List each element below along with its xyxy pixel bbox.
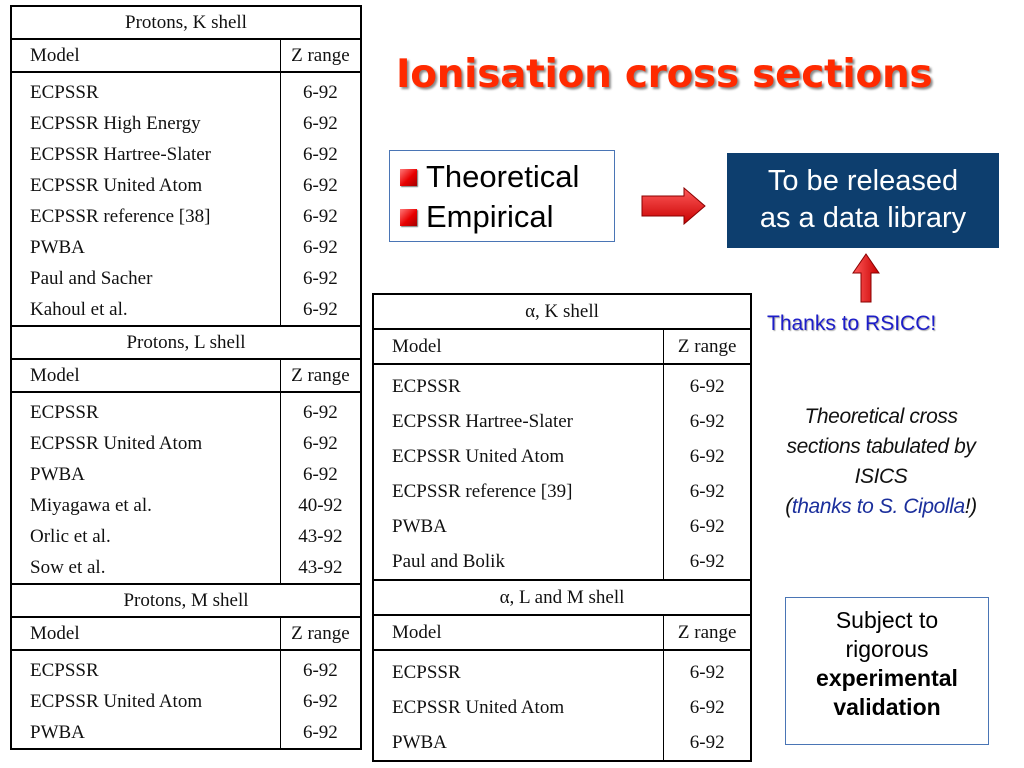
table-row: [373, 650, 751, 690]
isics-note-line: sections tabulated by: [786, 435, 976, 458]
data-library-release-box: [727, 153, 999, 248]
z-range-cell: 40-92: [280, 490, 361, 521]
table-row: [11, 170, 361, 201]
table-row: [11, 139, 361, 170]
model-cell: Sow et al.: [30, 556, 106, 578]
column-header-model: Model: [373, 329, 664, 364]
column-header-z-range: Z range: [664, 615, 751, 650]
isics-note-line: Theoretical cross: [804, 405, 958, 428]
category-item-theoretical: [400, 159, 579, 195]
z-range-cell: 6-92: [664, 439, 751, 474]
validation-emphasis: validation: [833, 694, 941, 720]
table-row: [11, 490, 361, 521]
model-cell: Paul and Bolik: [392, 550, 505, 572]
red-arrow-right-icon: [641, 187, 707, 225]
z-range-cell: 6-92: [664, 544, 751, 580]
table-row: [11, 717, 361, 749]
table-row: [373, 404, 751, 439]
validation-line: Subject to: [835, 607, 939, 633]
table-row: [373, 544, 751, 580]
table-row: [11, 459, 361, 490]
z-range-cell: 6-92: [280, 232, 361, 263]
model-cell: ECPSSR United Atom: [392, 696, 565, 718]
table-row: [373, 509, 751, 544]
z-range-cell: 6-92: [280, 717, 361, 749]
model-cell: ECPSSR: [392, 661, 461, 683]
z-range-cell: 6-92: [664, 725, 751, 761]
column-header-z-range: Z range: [280, 617, 361, 650]
isics-note-line: ISICS: [854, 465, 908, 488]
table-row: [11, 294, 361, 326]
model-cell: PWBA: [30, 463, 85, 485]
z-range-cell: 6-92: [280, 201, 361, 232]
category-list-box: [389, 150, 615, 242]
z-range-cell: 6-92: [280, 294, 361, 326]
model-cell: ECPSSR: [392, 375, 461, 397]
z-range-cell: 43-92: [280, 521, 361, 552]
validation-line-bold: [786, 664, 988, 693]
table-row: [11, 552, 361, 584]
model-cell: ECPSSR: [30, 659, 99, 681]
z-range-cell: 6-92: [280, 428, 361, 459]
column-header-model: Model: [11, 617, 280, 650]
isics-note: [762, 402, 1000, 522]
red-arrow-up-icon: [852, 253, 880, 303]
release-line: To be released: [767, 165, 959, 197]
section-title: α, L and M shell: [373, 580, 751, 615]
table-row: [11, 201, 361, 232]
table-row: [373, 474, 751, 509]
release-line: as a data library: [759, 202, 967, 234]
column-header-model: Model: [373, 615, 664, 650]
column-header-model: Model: [11, 359, 280, 392]
section-title: Protons, L shell: [11, 326, 361, 359]
table-row: [11, 521, 361, 552]
table-row: [373, 725, 751, 761]
model-cell: Miyagawa et al.: [30, 494, 152, 516]
category-label: Theoretical: [426, 159, 580, 194]
z-range-cell: 6-92: [664, 474, 751, 509]
table-row: [11, 232, 361, 263]
protons-cross-section-table: [10, 5, 362, 750]
table-row: [373, 439, 751, 474]
z-range-cell: 6-92: [664, 650, 751, 690]
z-range-cell: 6-92: [664, 509, 751, 544]
model-cell: PWBA: [30, 721, 85, 743]
model-cell: ECPSSR reference [39]: [392, 480, 573, 502]
model-cell: ECPSSR High Energy: [30, 112, 201, 134]
category-item-empirical: [400, 199, 553, 235]
table-row: [11, 650, 361, 686]
table-row: [11, 392, 361, 428]
table-row: [373, 690, 751, 725]
slide-title: Ionisation cross sections: [396, 52, 933, 97]
z-range-cell: 6-92: [280, 108, 361, 139]
model-cell: ECPSSR United Atom: [30, 432, 203, 454]
model-cell: ECPSSR United Atom: [30, 690, 203, 712]
validation-line-bold: [786, 693, 988, 722]
red-square-bullet-icon: [400, 169, 417, 186]
table-row: [11, 263, 361, 294]
validation-box: [785, 597, 989, 745]
model-cell: PWBA: [30, 236, 85, 258]
model-cell: ECPSSR: [30, 81, 99, 103]
table-row: [11, 428, 361, 459]
model-cell: ECPSSR: [30, 401, 99, 423]
model-cell: PWBA: [392, 731, 447, 753]
z-range-cell: 6-92: [664, 690, 751, 725]
table-row: [373, 364, 751, 404]
z-range-cell: 6-92: [280, 72, 361, 108]
red-square-bullet-icon: [400, 209, 417, 226]
model-cell: Paul and Sacher: [30, 267, 153, 289]
validation-line: rigorous: [845, 636, 929, 662]
alpha-cross-section-table: [372, 293, 752, 762]
cipolla-credit: thanks to S. Cipolla: [791, 495, 965, 518]
section-title: α, K shell: [373, 294, 751, 329]
column-header-z-range: Z range: [664, 329, 751, 364]
model-cell: PWBA: [392, 515, 447, 537]
open-paren: (: [785, 495, 792, 518]
z-range-cell: 6-92: [280, 139, 361, 170]
isics-credit-line: [762, 492, 1000, 522]
validation-emphasis: experimental: [816, 665, 958, 691]
section-title: Protons, M shell: [11, 584, 361, 617]
column-header-model: Model: [11, 39, 280, 72]
z-range-cell: 43-92: [280, 552, 361, 584]
model-cell: Orlic et al.: [30, 525, 111, 547]
z-range-cell: 6-92: [664, 404, 751, 439]
column-header-z-range: Z range: [280, 39, 361, 72]
section-title: Protons, K shell: [11, 6, 361, 39]
z-range-cell: 6-92: [280, 170, 361, 201]
table-row: [11, 686, 361, 717]
z-range-cell: 6-92: [280, 392, 361, 428]
model-cell: ECPSSR United Atom: [30, 174, 203, 196]
z-range-cell: 6-92: [280, 263, 361, 294]
z-range-cell: 6-92: [280, 650, 361, 686]
category-label: Empirical: [426, 199, 554, 234]
thanks-rsicc-note: Thanks to RSICC!: [767, 312, 937, 335]
model-cell: ECPSSR reference [38]: [30, 205, 211, 227]
model-cell: ECPSSR Hartree-Slater: [392, 410, 574, 432]
table-row: [11, 108, 361, 139]
model-cell: Kahoul et al.: [30, 298, 128, 320]
column-header-z-range: Z range: [280, 359, 361, 392]
z-range-cell: 6-92: [664, 364, 751, 404]
model-cell: ECPSSR United Atom: [392, 445, 565, 467]
close-paren: !): [964, 495, 977, 518]
z-range-cell: 6-92: [280, 686, 361, 717]
z-range-cell: 6-92: [280, 459, 361, 490]
table-row: [11, 72, 361, 108]
model-cell: ECPSSR Hartree-Slater: [30, 143, 212, 165]
